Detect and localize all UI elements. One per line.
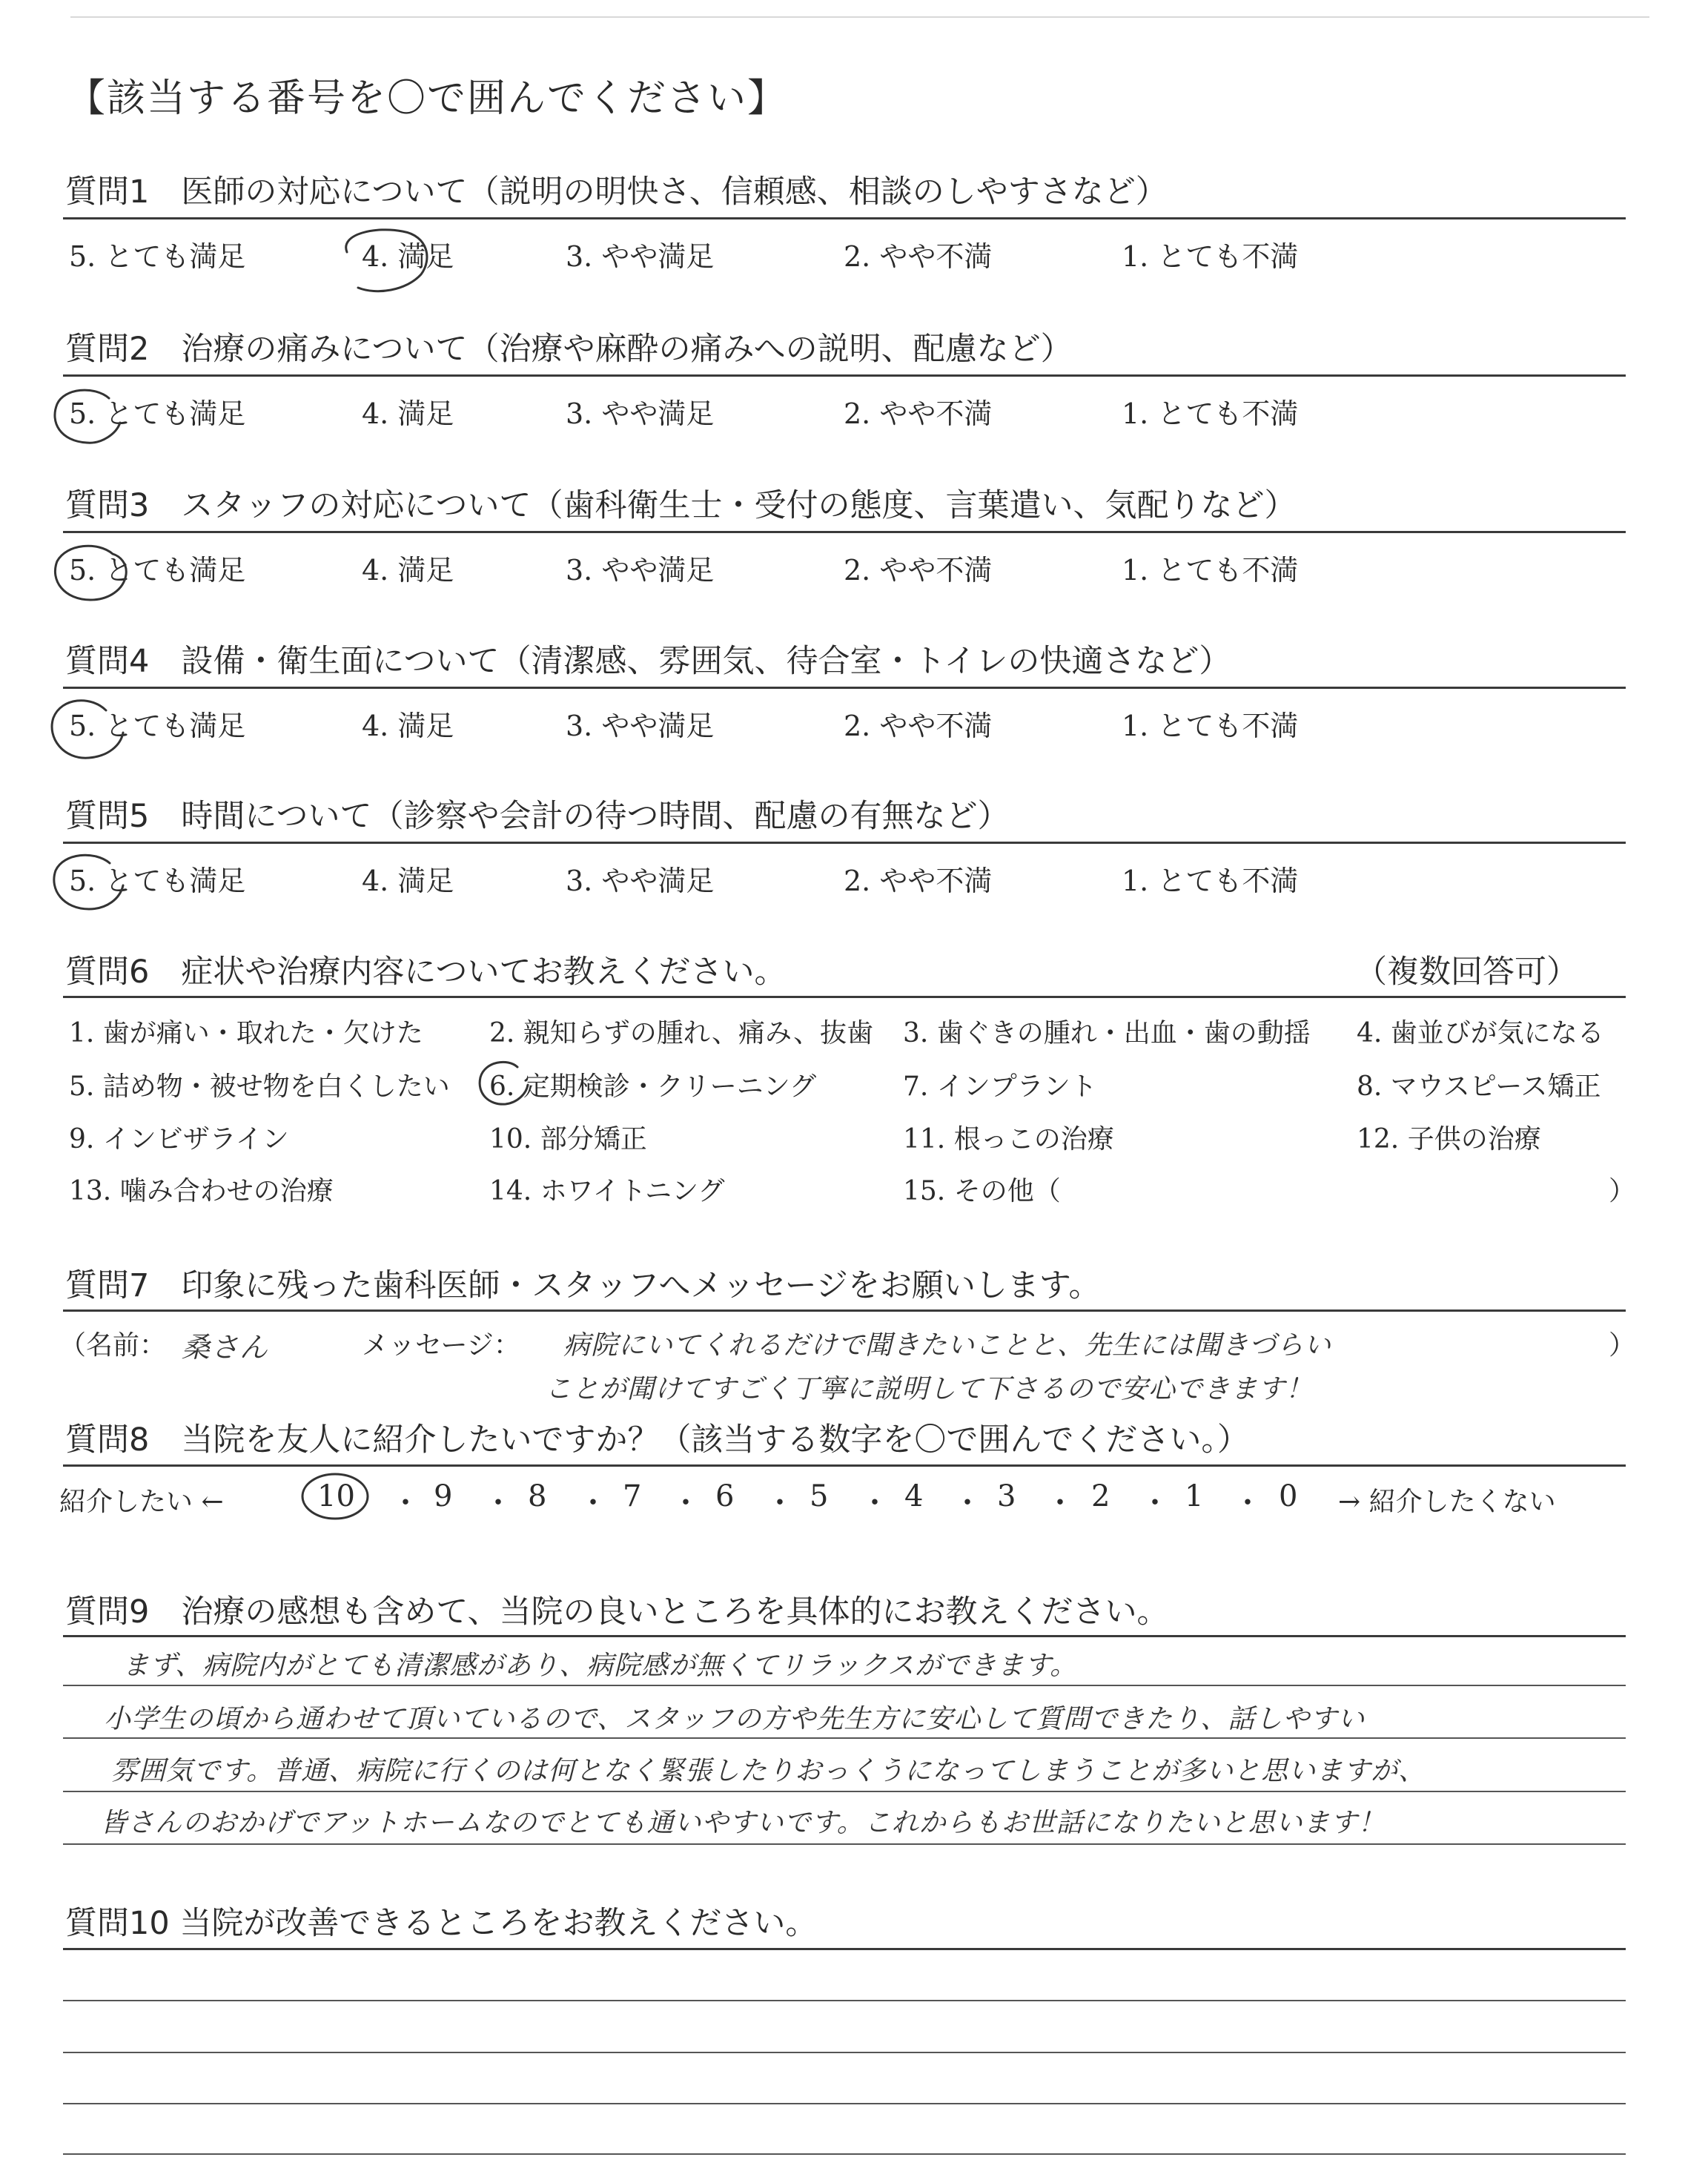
q1-option-4[interactable]: 4. 満足 xyxy=(362,240,454,273)
q6-item-12[interactable]: 12. 子供の治療 xyxy=(1357,1124,1541,1155)
question-10-rule xyxy=(63,1948,1626,1950)
q4-option-4[interactable]: 4. 満足 xyxy=(362,710,454,742)
q8-value-1[interactable]: 1 xyxy=(1185,1479,1204,1513)
q3-option-2[interactable]: 2. やや不満 xyxy=(844,554,993,587)
q6-item-4[interactable]: 4. 歯並びが気になる xyxy=(1357,1018,1604,1048)
q6-item-1[interactable]: 1. 歯が痛い・取れた・欠けた xyxy=(69,1018,423,1048)
q6-item-15[interactable]: 15. その他（ xyxy=(903,1176,1061,1206)
q4-option-1[interactable]: 1. とても不満 xyxy=(1122,710,1299,742)
q4-option-2[interactable]: 2. やや不満 xyxy=(844,710,993,742)
q8-sep: ・ xyxy=(765,1486,795,1520)
q8-value-3[interactable]: 3 xyxy=(997,1479,1016,1513)
q8-right-label: → 紹介したくない xyxy=(1338,1487,1556,1517)
q8-sep: ・ xyxy=(1140,1486,1170,1520)
q2-option-3[interactable]: 3. やや満足 xyxy=(566,397,715,430)
q3-option-4[interactable]: 4. 満足 xyxy=(362,554,454,587)
q4-option-5[interactable]: 5. とても満足 xyxy=(69,710,246,742)
q9-answer-line-3[interactable]: 雰囲気です。普通、病院に行くのは何となく緊張したりおっくうになってしまうことが多いと思いますが、 xyxy=(111,1756,1426,1786)
question-4-rule xyxy=(63,687,1626,689)
q9-line-3 xyxy=(63,1791,1626,1792)
q7-message-line-2[interactable]: ことが聞けてすごく丁寧に説明して下さるので安心できます！ xyxy=(545,1374,1314,1404)
question-9-title: 質問9 治療の感想も含めて、当院の良いところを具体的にお教えください。 xyxy=(65,1593,1169,1631)
q8-sep: ・ xyxy=(578,1486,608,1520)
q8-sep: ・ xyxy=(391,1486,420,1520)
q9-line-4 xyxy=(63,1843,1626,1845)
q1-selection-circle xyxy=(332,222,436,297)
q6-item-11[interactable]: 11. 根っこの治療 xyxy=(903,1124,1114,1155)
q4-option-3[interactable]: 3. やや満足 xyxy=(566,710,715,742)
q3-option-1[interactable]: 1. とても不満 xyxy=(1122,554,1299,587)
q1-option-1[interactable]: 1. とても不満 xyxy=(1122,240,1299,273)
q9-answer-line-2[interactable]: 小学生の頃から通わせて頂いているので、スタッフの方や先生方に安心して質問できたり、話しやすい xyxy=(104,1704,1366,1734)
q5-option-5[interactable]: 5. とても満足 xyxy=(69,865,246,897)
q8-value-10[interactable]: 10 xyxy=(317,1479,355,1513)
q2-option-1[interactable]: 1. とても不満 xyxy=(1122,397,1299,430)
q6-item-9[interactable]: 9. インビザライン xyxy=(69,1124,289,1155)
q8-value-6[interactable]: 6 xyxy=(715,1479,735,1513)
q5-selection-circle xyxy=(44,847,133,921)
question-10-title: 質問10 当院が改善できるところをお教えください。 xyxy=(65,1905,818,1942)
q6-selection-circle xyxy=(474,1057,534,1112)
q9-line-1 xyxy=(63,1685,1626,1686)
q3-selection-circle xyxy=(46,538,135,612)
question-1-title: 質問1 医師の対応について（説明の明快さ、信頼感、相談のしやすさなど） xyxy=(65,174,1168,211)
q6-item-5[interactable]: 5. 詰め物・被せ物を白くしたい xyxy=(69,1071,450,1102)
q6-item-7[interactable]: 7. インプラント xyxy=(903,1071,1097,1102)
q6-item-13[interactable]: 13. 噛み合わせの治療 xyxy=(69,1176,334,1206)
q8-value-2[interactable]: 2 xyxy=(1091,1479,1110,1513)
question-2-title: 質問2 治療の痛みについて（治療や麻酔の痛みへの説明、配慮など） xyxy=(65,331,1073,368)
q7-message-label: メッセージ： xyxy=(362,1330,520,1361)
question-6-rule xyxy=(63,996,1626,998)
q5-option-4[interactable]: 4. 満足 xyxy=(362,865,454,897)
q10-line-4[interactable] xyxy=(63,2153,1626,2155)
q8-sep: ・ xyxy=(1045,1486,1075,1520)
question-2-rule xyxy=(63,374,1626,377)
question-6-title: 質問6 症状や治療内容についてお教えください。 xyxy=(65,954,787,991)
question-7-rule xyxy=(63,1309,1626,1312)
question-1-rule xyxy=(63,217,1626,219)
question-7-title: 質問7 印象に残った歯科医師・スタッフへメッセージをお願いします。 xyxy=(65,1267,1101,1304)
q6-item-10[interactable]: 10. 部分矯正 xyxy=(489,1124,647,1155)
question-3-rule xyxy=(63,531,1626,533)
q7-message-line-1[interactable]: 病院にいてくれるだけで聞きたいことと、先生には聞きづらい xyxy=(563,1330,1332,1361)
q2-option-5[interactable]: 5. とても満足 xyxy=(69,397,246,430)
q9-line-2 xyxy=(63,1737,1626,1739)
q9-answer-line-4[interactable]: 皆さんのおかげでアットホームなのでとても通いやすいです。これからもお世話になりたいと思います！ xyxy=(100,1808,1386,1838)
question-8-rule xyxy=(63,1464,1626,1467)
q8-left-label: 紹介したい ← xyxy=(59,1487,224,1517)
question-4-title: 質問4 設備・衛生面について（清潔感、雰囲気、待合室・トイレの快適さなど） xyxy=(65,643,1231,680)
q5-option-2[interactable]: 2. やや不満 xyxy=(844,865,993,897)
q8-value-8[interactable]: 8 xyxy=(528,1479,547,1513)
q10-line-2[interactable] xyxy=(63,2052,1626,2053)
q2-option-2[interactable]: 2. やや不満 xyxy=(844,397,993,430)
q8-value-7[interactable]: 7 xyxy=(623,1479,642,1513)
question-9-rule xyxy=(63,1635,1626,1637)
q3-option-5[interactable]: 5. とても満足 xyxy=(69,554,246,587)
q4-selection-circle xyxy=(43,690,132,771)
question-5-rule xyxy=(63,842,1626,844)
question-8-title: 質問8 当院を友人に紹介したいですか？（該当する数字を〇で囲んでください。） xyxy=(65,1421,1249,1459)
q1-option-2[interactable]: 2. やや不満 xyxy=(844,240,993,273)
q6-item-8[interactable]: 8. マウスピース矯正 xyxy=(1357,1071,1601,1102)
q6-item-14[interactable]: 14. ホワイトニング xyxy=(489,1176,725,1206)
q9-answer-line-1[interactable]: まず、病院内がとても清潔感があり、病院感が無くてリラックスができます。 xyxy=(122,1651,1078,1681)
q8-sep: ・ xyxy=(671,1486,701,1520)
question-3-title: 質問3 スタッフの対応について（歯科衛生士・受付の態度、言葉遣い、気配りなど） xyxy=(65,487,1297,524)
q3-option-3[interactable]: 3. やや満足 xyxy=(566,554,715,587)
q8-value-9[interactable]: 9 xyxy=(434,1479,453,1513)
scan-top-edge xyxy=(70,16,1649,18)
q5-option-1[interactable]: 1. とても不満 xyxy=(1122,865,1299,897)
q2-option-4[interactable]: 4. 満足 xyxy=(362,397,454,430)
q8-sep: ・ xyxy=(483,1486,513,1520)
question-5-title: 質問5 時間について（診察や会計の待つ時間、配慮の有無など） xyxy=(65,798,1010,835)
q7-name-label: （名前： xyxy=(59,1330,167,1361)
q6-item-2[interactable]: 2. 親知らずの腫れ、痛み、抜歯 xyxy=(489,1018,874,1048)
question-6-note: （複数回答可） xyxy=(1355,954,1578,991)
form-heading: 【該当する番号を〇で囲んでください】 xyxy=(67,76,788,121)
q6-item-6[interactable]: 6. 定期検診・クリーニング xyxy=(489,1071,817,1102)
q6-item-3[interactable]: 3. 歯ぐきの腫れ・出血・歯の動揺 xyxy=(903,1018,1311,1048)
q8-sep: ・ xyxy=(1233,1486,1262,1520)
q8-value-4[interactable]: 4 xyxy=(904,1479,924,1513)
q8-sep: ・ xyxy=(860,1486,890,1520)
q10-line-1[interactable] xyxy=(63,2000,1626,2001)
q10-line-3[interactable] xyxy=(63,2103,1626,2104)
q1-option-3[interactable]: 3. やや満足 xyxy=(566,240,715,273)
q2-selection-circle xyxy=(46,382,128,452)
q8-sep: ・ xyxy=(953,1486,982,1520)
q1-option-5[interactable]: 5. とても満足 xyxy=(69,240,246,273)
q8-selection-circle xyxy=(297,1468,378,1527)
q7-name-value[interactable]: 桑さん xyxy=(182,1331,269,1364)
q8-value-5[interactable]: 5 xyxy=(810,1479,829,1513)
q7-close-paren: ） xyxy=(1609,1330,1636,1361)
q6-item-15-close: ） xyxy=(1609,1176,1636,1206)
q5-option-3[interactable]: 3. やや満足 xyxy=(566,865,715,897)
q8-value-0[interactable]: 0 xyxy=(1279,1479,1298,1513)
